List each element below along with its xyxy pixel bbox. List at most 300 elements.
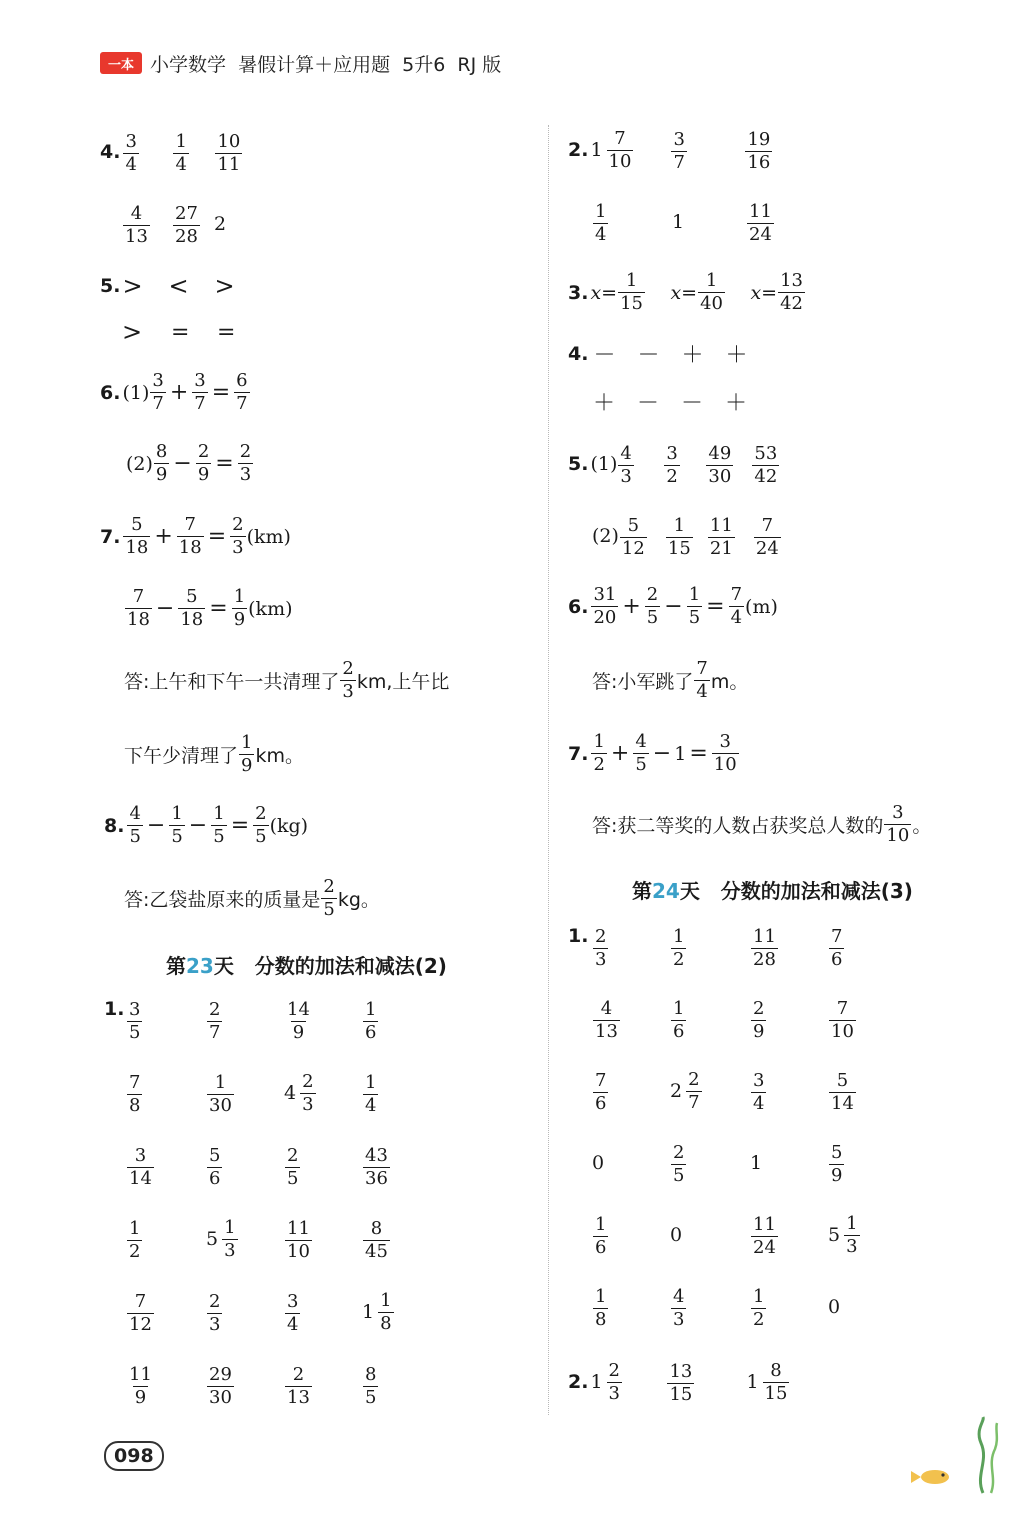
denominator: 10 <box>287 1241 310 1262</box>
grid-cell <box>750 1285 828 1329</box>
numerator: 1 <box>673 515 686 536</box>
value <box>214 272 234 300</box>
value <box>590 338 618 369</box>
value <box>592 1000 621 1041</box>
numerator: 2 <box>753 998 765 1019</box>
fraction <box>123 133 138 174</box>
fraction <box>645 586 660 627</box>
numerator: 5 <box>627 515 640 536</box>
denominator: 2 <box>673 949 685 970</box>
grid-row <box>126 1290 440 1334</box>
value <box>750 1288 767 1329</box>
value-text: + <box>622 594 641 619</box>
fraction <box>591 733 606 774</box>
cell-slot <box>678 338 722 369</box>
value <box>686 586 703 627</box>
value-text: － <box>637 391 660 416</box>
grid-cell <box>670 925 750 969</box>
grid-cell <box>284 1070 362 1115</box>
value <box>206 1216 239 1261</box>
grid-cell <box>828 1069 906 1113</box>
cell-slot <box>168 320 214 345</box>
fraction <box>196 443 211 484</box>
denominator: 5 <box>646 607 659 628</box>
fraction <box>712 733 739 774</box>
numerator: 49 <box>708 443 732 464</box>
grid-cell <box>284 1290 362 1334</box>
fraction <box>829 928 844 969</box>
fraction <box>829 1000 856 1041</box>
fraction <box>127 1147 154 1188</box>
grid-cell <box>362 1289 440 1334</box>
numerator: 7 <box>761 515 774 536</box>
fraction <box>754 517 781 558</box>
denominator: 6 <box>209 1168 221 1189</box>
value-text: + <box>169 380 189 405</box>
numerator: 3 <box>152 370 164 391</box>
value <box>237 443 254 484</box>
denominator: 36 <box>365 1168 388 1189</box>
value <box>670 1068 703 1113</box>
denominator: 3 <box>209 1314 221 1335</box>
fraction <box>207 1001 222 1042</box>
cell-slot <box>746 200 806 244</box>
denominator: 9 <box>155 464 168 485</box>
value <box>678 338 706 369</box>
value <box>678 386 706 417</box>
value <box>705 445 734 486</box>
denominator: 3 <box>673 1309 685 1330</box>
value-text: 2 <box>214 213 227 235</box>
fraction <box>127 1001 142 1042</box>
numerator: 4 <box>600 998 613 1019</box>
numerator: 2 <box>608 1359 620 1381</box>
numerator: 2 <box>287 1145 299 1166</box>
fraction <box>211 805 226 846</box>
denominator: 5 <box>287 1168 299 1189</box>
value <box>590 586 619 627</box>
numerator: 2 <box>595 926 607 947</box>
value <box>252 805 269 846</box>
fraction <box>285 1001 312 1042</box>
numerator: 1 <box>233 586 246 607</box>
fraction <box>751 1072 766 1113</box>
denominator: 9 <box>241 755 253 776</box>
value <box>592 1152 604 1174</box>
value <box>670 131 687 172</box>
fraction <box>363 1001 378 1042</box>
denominator: 3 <box>620 466 632 487</box>
value-text: － <box>637 343 660 368</box>
fraction <box>607 1359 622 1404</box>
fraction <box>671 1288 686 1329</box>
fraction <box>285 1293 300 1334</box>
fraction <box>207 1147 222 1188</box>
fraction <box>666 517 693 558</box>
denominator: 9 <box>233 609 246 630</box>
numerator: 2 <box>302 1070 314 1092</box>
left-q5-row1: 5. > < > <box>100 272 260 300</box>
denominator: 10 <box>886 825 910 846</box>
left-q4-row1: 4. $\frac{3}{4}$ $\frac{1}{4}$ $\frac{10}{11}$ <box>100 130 264 174</box>
grid-cell <box>284 1217 362 1261</box>
fraction <box>127 805 142 846</box>
whole-part: 5 <box>828 1224 841 1246</box>
fraction <box>125 588 152 629</box>
value-text: = <box>689 741 708 766</box>
cell-slot <box>619 514 665 558</box>
value <box>617 445 634 486</box>
value <box>124 588 153 629</box>
seaweed-fish-decoration-icon <box>905 1415 1015 1495</box>
numerator: 1 <box>214 1072 227 1093</box>
grid-cell <box>750 925 828 969</box>
grid-cell <box>592 1213 670 1257</box>
grid-cell <box>126 1290 206 1334</box>
value <box>362 1289 395 1334</box>
numerator: 11 <box>753 926 776 947</box>
fraction <box>671 928 686 969</box>
fraction <box>664 445 679 486</box>
grid-row <box>126 998 440 1042</box>
day24-q1-number: 1. <box>568 925 589 947</box>
value-text: = <box>211 380 231 405</box>
grid-cell <box>206 1216 284 1261</box>
fraction <box>230 516 245 557</box>
denominator: 3 <box>846 1235 858 1257</box>
value-text: − <box>155 596 175 621</box>
fraction <box>671 131 686 172</box>
denominator: 12 <box>621 538 645 559</box>
numerator: 43 <box>365 1145 388 1166</box>
numerator: 1 <box>595 201 607 222</box>
numerator: 1 <box>688 584 701 605</box>
right-q6-eq: 6. $\frac{31}{20}$ + $\frac{2}{5}$ − $\frac{1}{5}$ = $\frac{7}{4}$ (m) <box>568 584 778 628</box>
value <box>751 445 780 486</box>
numerator: 2 <box>292 1364 305 1385</box>
value <box>592 1216 609 1257</box>
fraction <box>593 203 608 244</box>
value <box>617 272 646 313</box>
left-q7-eq2 <box>124 588 293 629</box>
numerator: 14 <box>287 999 310 1020</box>
value <box>320 878 337 919</box>
grid-cell <box>284 1363 362 1407</box>
denominator: 5 <box>688 607 701 628</box>
fraction <box>207 1293 222 1334</box>
grid-cell <box>592 1069 670 1113</box>
fraction <box>620 517 647 558</box>
denominator: 3 <box>232 537 244 558</box>
denominator: 5 <box>635 754 647 775</box>
grid-cell <box>206 1144 284 1188</box>
numerator: 7 <box>730 584 743 605</box>
value <box>362 1074 379 1115</box>
grid-cell <box>284 1144 362 1188</box>
denominator: 9 <box>753 1021 765 1042</box>
fraction <box>706 445 733 486</box>
denominator: 5 <box>129 826 141 847</box>
denominator: 30 <box>209 1387 232 1408</box>
numerator: 3 <box>753 1070 765 1091</box>
cell-slot <box>753 514 799 558</box>
fraction <box>321 878 336 919</box>
cell-slot <box>666 1360 746 1404</box>
fraction <box>671 1000 686 1041</box>
fraction <box>378 1289 393 1334</box>
value <box>634 338 662 369</box>
value <box>883 804 912 845</box>
denominator: 8 <box>595 1309 607 1330</box>
value-text: = <box>207 524 227 549</box>
denominator: 9 <box>197 464 210 485</box>
numerator: 3 <box>194 370 206 391</box>
numerator: 5 <box>131 514 143 535</box>
numerator: 8 <box>770 1359 782 1381</box>
value-text: > <box>122 318 143 346</box>
numerator: 10 <box>217 131 241 152</box>
fraction <box>127 1293 154 1334</box>
numerator: 13 <box>669 1361 693 1382</box>
numerator: 4 <box>129 803 141 824</box>
grid-row <box>592 1285 906 1329</box>
value <box>592 1072 609 1113</box>
cell-slot <box>707 514 753 558</box>
denominator: 8 <box>129 1095 141 1116</box>
value-text: − <box>173 451 192 476</box>
numerator: 2 <box>255 803 267 824</box>
value <box>590 733 607 774</box>
fraction <box>593 1000 620 1041</box>
denominator: 42 <box>780 293 803 314</box>
denominator: 18 <box>125 537 149 558</box>
cell-slot <box>172 202 214 246</box>
numerator: 1 <box>224 1216 236 1238</box>
cell-slot <box>672 211 746 233</box>
whole-part: 5 <box>206 1228 219 1250</box>
denominator: 5 <box>323 899 335 920</box>
denominator: 4 <box>175 154 187 175</box>
value <box>674 743 686 765</box>
denominator: 3 <box>342 681 354 702</box>
value <box>191 372 208 413</box>
cell-slot <box>214 272 260 300</box>
fraction <box>363 1147 390 1188</box>
grid-cell <box>750 1213 828 1257</box>
right-q6-answer: 答:小军跳了 $\frac{7}{4}$ m。 <box>592 658 749 702</box>
value <box>122 272 142 300</box>
section-day-24-title: 第24天 分数的加法和减法(3) <box>632 879 913 903</box>
denominator: 28 <box>175 226 198 247</box>
left-q7-eq1: 7. $\frac{5}{18}$ + $\frac{7}{18}$ = $\frac{2}{3}$ (km) <box>100 514 291 558</box>
denominator: 10 <box>831 1021 854 1042</box>
denominator: 8 <box>380 1312 392 1334</box>
numerator: 7 <box>595 1070 607 1091</box>
grid-row <box>592 925 906 969</box>
value <box>608 741 632 766</box>
fraction <box>340 660 355 701</box>
denominator: 3 <box>224 1239 236 1261</box>
grid-cell <box>592 1285 670 1329</box>
unit-km: (km) <box>248 597 293 620</box>
numerator: 19 <box>747 129 771 150</box>
cell-slot <box>122 202 172 246</box>
x-solution <box>590 272 670 313</box>
denominator: 3 <box>239 464 252 485</box>
numerator: 3 <box>719 731 731 752</box>
fraction <box>127 1074 142 1115</box>
numerator: 1 <box>595 1214 607 1235</box>
value <box>670 1000 687 1041</box>
value <box>186 813 210 838</box>
value <box>670 1144 687 1185</box>
whole-part: 1 <box>362 1301 375 1323</box>
fraction <box>222 1216 237 1261</box>
denominator: 7 <box>236 393 248 414</box>
value-text: 1 <box>672 211 685 233</box>
value-text: = <box>217 319 236 345</box>
numerator: 3 <box>673 129 685 150</box>
value-text: ＋ <box>681 343 704 368</box>
denominator: 12 <box>129 1314 152 1335</box>
value-text: 0 <box>592 1152 605 1174</box>
value-text: = <box>706 594 725 619</box>
value-text: = <box>215 451 234 476</box>
numerator: 2 <box>342 658 354 679</box>
value-text: 1 <box>750 1152 763 1174</box>
fraction <box>751 1288 766 1329</box>
cell-slot <box>634 386 678 417</box>
value <box>151 524 175 549</box>
denominator: 5 <box>255 826 267 847</box>
fraction <box>751 1216 778 1257</box>
numerator: 7 <box>184 514 196 535</box>
left-q7-answer-line1: 答:上午和下午一共清理了 $\frac{2}{3}$ km,上午比 <box>124 658 450 702</box>
denominator: 6 <box>595 1237 607 1258</box>
page-number: 098 <box>104 1441 164 1471</box>
value <box>750 1000 767 1041</box>
numerator: 7 <box>836 998 849 1019</box>
grid-cell <box>206 1071 284 1115</box>
value-text: − <box>188 813 208 838</box>
fraction <box>633 733 648 774</box>
fraction <box>173 133 188 174</box>
value <box>214 213 226 235</box>
numerator: 7 <box>831 926 843 947</box>
fraction <box>150 372 165 413</box>
day24-q2: 2. 1 $\frac{2}{3}$ $\frac{13}{15}$ 1 $\frac{8}{15}$ <box>568 1360 826 1404</box>
left-q7-answer-line2: 下午少清理了 $\frac{1}{9}$ km。 <box>124 732 304 776</box>
value-text: ＋ <box>725 343 748 368</box>
denominator: 7 <box>194 393 206 414</box>
numerator: 7 <box>134 1291 147 1312</box>
value <box>153 443 170 484</box>
right-q7-answer: 答:获二等奖的人数占获奖总人数的 $\frac{3}{10}$ 。 <box>592 802 932 846</box>
value-text: = <box>209 596 228 621</box>
denominator: 18 <box>127 609 150 630</box>
value <box>753 517 782 558</box>
value <box>750 1072 767 1113</box>
cell-slot <box>214 213 264 235</box>
numerator: 1 <box>380 1289 392 1311</box>
denominator: 7 <box>152 393 164 414</box>
cell-slot <box>665 514 707 558</box>
fraction <box>154 443 169 484</box>
value <box>663 445 680 486</box>
denominator: 13 <box>125 226 148 247</box>
grid-cell <box>670 1285 750 1329</box>
fraction <box>593 1216 608 1257</box>
grid-cell <box>126 998 206 1042</box>
numerator: 2 <box>232 514 244 535</box>
numerator: 1 <box>171 803 183 824</box>
fraction <box>607 127 634 172</box>
value <box>210 805 227 846</box>
numerator: 7 <box>132 586 145 607</box>
numerator: 2 <box>688 1068 700 1090</box>
denominator: 30 <box>708 466 732 487</box>
grid-cell <box>670 997 750 1041</box>
fraction <box>593 1072 608 1113</box>
grid-cell <box>828 925 906 969</box>
day23-q1-number: 1. <box>104 998 125 1020</box>
fraction <box>177 516 204 557</box>
fraction <box>763 1359 790 1404</box>
grid-cell <box>592 925 670 969</box>
grid-cell <box>670 1141 750 1185</box>
cell-slot <box>678 386 722 417</box>
fraction <box>123 205 150 246</box>
numerator: 8 <box>155 441 168 462</box>
denominator: 4 <box>753 1093 765 1114</box>
value <box>284 1366 313 1407</box>
value <box>167 380 191 405</box>
numerator: 7 <box>129 1072 141 1093</box>
value <box>209 380 233 405</box>
cell-slot <box>722 386 766 417</box>
x-label: x= <box>590 281 618 304</box>
numerator: 31 <box>593 584 617 605</box>
grid-cell <box>126 1363 206 1407</box>
numerator: 1 <box>365 999 377 1020</box>
denominator: 6 <box>595 1093 607 1114</box>
value <box>238 734 255 775</box>
grid-row <box>126 1217 440 1261</box>
denominator: 18 <box>178 537 202 558</box>
denominator: 7 <box>673 152 685 173</box>
fraction <box>667 1363 694 1404</box>
value <box>632 733 649 774</box>
value <box>153 596 177 621</box>
denominator: 15 <box>667 538 691 559</box>
right-q5-row2: (2) $\frac{5}{12}$ $\frac{1}{15}$ $\frac{11}{21}$ $\frac{7}{24}$ <box>592 514 799 558</box>
grid-cell <box>670 1068 750 1113</box>
numerator: 1 <box>241 732 253 753</box>
value <box>707 517 736 558</box>
fraction <box>215 133 242 174</box>
left-q6-eq2: (2) $\frac{8}{9}$ − $\frac{2}{9}$ = $\frac{2}{3}$ <box>126 443 254 484</box>
numerator: 7 <box>696 658 708 679</box>
denominator: 40 <box>700 293 723 314</box>
numerator: 1 <box>753 1286 765 1307</box>
cell-slot <box>617 442 663 486</box>
denominator: 28 <box>753 949 776 970</box>
value-text: < <box>168 272 189 300</box>
value-text: 0 <box>670 1224 683 1246</box>
fraction <box>363 1220 390 1261</box>
denominator: 5 <box>365 1387 377 1408</box>
whole-part: 4 <box>284 1082 297 1104</box>
